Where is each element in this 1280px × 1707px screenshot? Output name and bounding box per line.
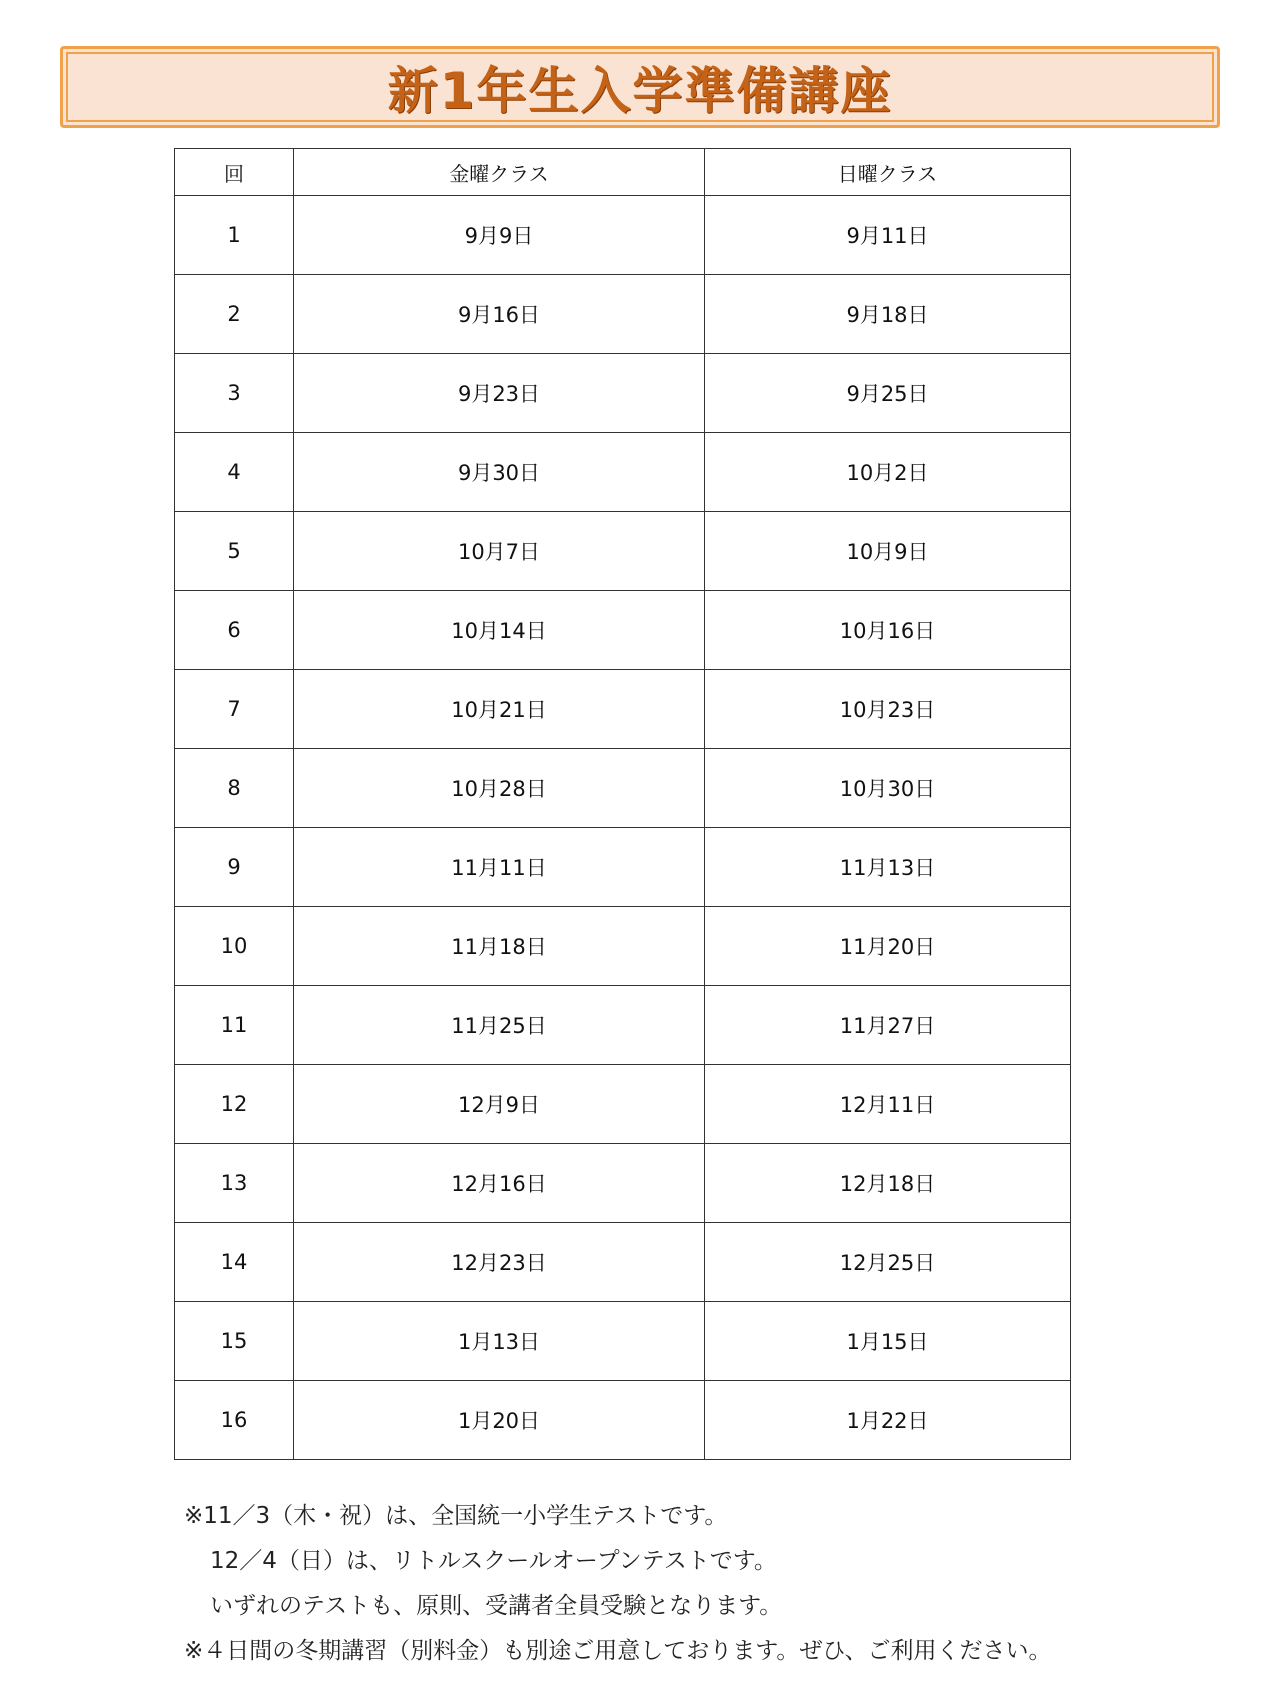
session-number: 2 — [175, 275, 294, 354]
session-number: 13 — [175, 1144, 294, 1223]
sunday-date: 10月30日 — [705, 749, 1071, 828]
friday-date: 10月28日 — [294, 749, 705, 828]
table-row — [175, 670, 1071, 749]
session-number: 5 — [175, 512, 294, 591]
session-number: 3 — [175, 354, 294, 433]
notes — [184, 1494, 1184, 1674]
friday-date: 10月14日 — [294, 591, 705, 670]
session-number: 4 — [175, 433, 294, 512]
session-number: 6 — [175, 591, 294, 670]
sunday-date: 9月11日 — [705, 196, 1071, 275]
note-line: 12／4（日）は、リトルスクールオープンテストです。 — [210, 1548, 777, 1574]
table-row — [175, 275, 1071, 354]
session-number: 15 — [175, 1302, 294, 1381]
sunday-date: 11月27日 — [705, 986, 1071, 1065]
header-session: 回 — [175, 149, 294, 196]
friday-date: 9月9日 — [294, 196, 705, 275]
session-number: 8 — [175, 749, 294, 828]
friday-date: 12月16日 — [294, 1144, 705, 1223]
session-number: 10 — [175, 907, 294, 986]
sunday-date: 12月25日 — [705, 1223, 1071, 1302]
friday-date: 11月18日 — [294, 907, 705, 986]
table-row — [175, 986, 1071, 1065]
table-row — [175, 907, 1071, 986]
sunday-date: 10月23日 — [705, 670, 1071, 749]
note-line: いずれのテストも、原則、受講者全員受験となります。 — [210, 1593, 783, 1619]
friday-date: 11月25日 — [294, 986, 705, 1065]
friday-date: 1月20日 — [294, 1381, 705, 1460]
friday-date: 10月21日 — [294, 670, 705, 749]
table-row — [175, 828, 1071, 907]
sunday-date: 1月22日 — [705, 1381, 1071, 1460]
table-row — [175, 196, 1071, 275]
table-row — [175, 1065, 1071, 1144]
sunday-date: 12月11日 — [705, 1065, 1071, 1144]
note-line: ※11／3（木・祝）は、全国統一小学生テストです。 — [184, 1503, 728, 1529]
table-row — [175, 512, 1071, 591]
friday-date: 9月30日 — [294, 433, 705, 512]
session-number: 7 — [175, 670, 294, 749]
sunday-date: 11月20日 — [705, 907, 1071, 986]
header-row — [175, 149, 1071, 196]
header-sunday-class: 日曜クラス — [705, 149, 1071, 196]
title-banner — [60, 46, 1220, 128]
friday-date: 10月7日 — [294, 512, 705, 591]
table-row — [175, 749, 1071, 828]
table-row — [175, 354, 1071, 433]
schedule-table — [174, 148, 1071, 1460]
session-number: 12 — [175, 1065, 294, 1144]
sunday-date: 12月18日 — [705, 1144, 1071, 1223]
friday-date: 1月13日 — [294, 1302, 705, 1381]
friday-date: 9月23日 — [294, 354, 705, 433]
session-number: 14 — [175, 1223, 294, 1302]
note-line: ※４日間の冬期講習（別料金）も別途ご用意しております。ぜひ、ご利用ください。 — [184, 1638, 1052, 1664]
friday-date: 9月16日 — [294, 275, 705, 354]
sunday-date: 10月2日 — [705, 433, 1071, 512]
table-row — [175, 433, 1071, 512]
session-number: 16 — [175, 1381, 294, 1460]
table-row — [175, 591, 1071, 670]
header-friday-class: 金曜クラス — [294, 149, 705, 196]
friday-date: 12月9日 — [294, 1065, 705, 1144]
friday-date: 12月23日 — [294, 1223, 705, 1302]
sunday-date: 9月25日 — [705, 354, 1071, 433]
sunday-date: 9月18日 — [705, 275, 1071, 354]
sunday-date: 10月9日 — [705, 512, 1071, 591]
session-number: 1 — [175, 196, 294, 275]
table-row — [175, 1302, 1071, 1381]
sunday-date: 11月13日 — [705, 828, 1071, 907]
session-number: 9 — [175, 828, 294, 907]
session-number: 11 — [175, 986, 294, 1065]
sunday-date: 1月15日 — [705, 1302, 1071, 1381]
table-row — [175, 1144, 1071, 1223]
friday-date: 11月11日 — [294, 828, 705, 907]
table-row — [175, 1223, 1071, 1302]
table-row — [175, 1381, 1071, 1460]
page-title: 新1年生入学準備講座 — [387, 62, 893, 120]
sunday-date: 10月16日 — [705, 591, 1071, 670]
